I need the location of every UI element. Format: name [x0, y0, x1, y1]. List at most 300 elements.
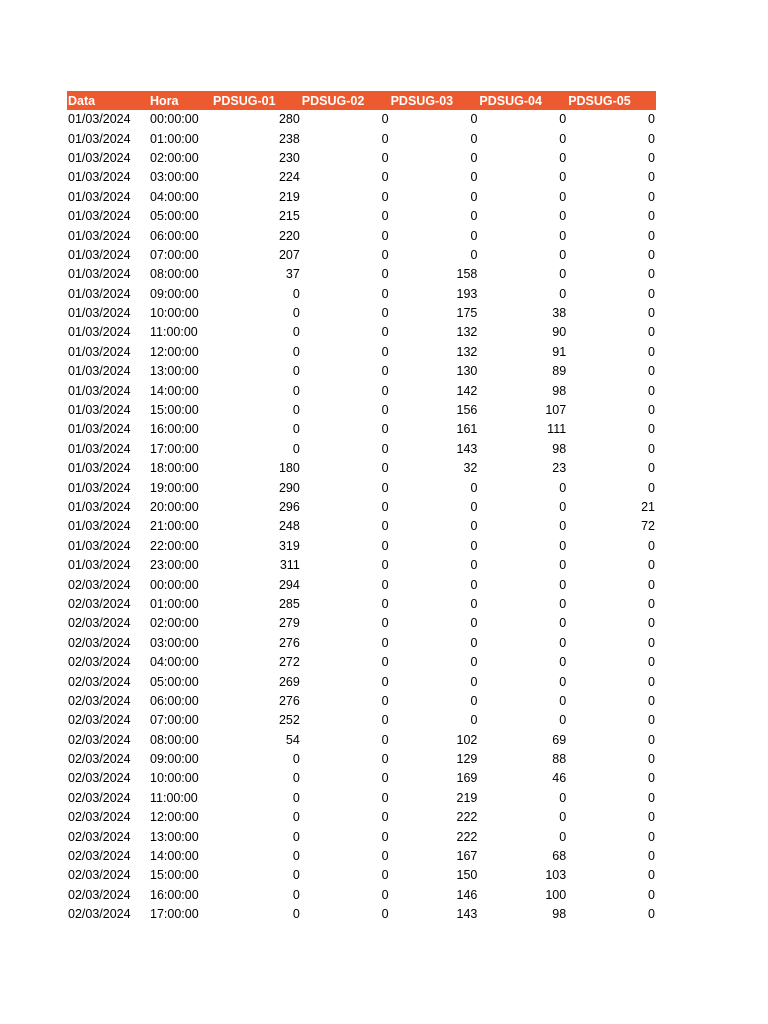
- cell-pdsug-03[interactable]: 0: [470, 189, 478, 204]
- cell-pdsug-04[interactable]: 0: [559, 500, 567, 514]
- cell-data[interactable]: 02/03/2024: [68, 752, 131, 767]
- cell-pdsug-05[interactable]: 0: [648, 577, 655, 592]
- cell-data[interactable]: 01/03/2024: [68, 325, 131, 340]
- cell-pdsug-04[interactable]: 69: [552, 732, 567, 747]
- cell-pdsug-01[interactable]: 220: [278, 228, 300, 243]
- cell-pdsug-05[interactable]: 0: [648, 286, 655, 301]
- cell-pdsug-03[interactable]: 193: [456, 286, 478, 301]
- cell-data[interactable]: 02/03/2024: [68, 849, 131, 864]
- cell-pdsug-01[interactable]: 311: [279, 558, 300, 573]
- cell-pdsug-04[interactable]: 0: [559, 209, 567, 224]
- cell-pdsug-01[interactable]: 290: [278, 480, 300, 495]
- cell-hora[interactable]: 11:00:00: [150, 790, 198, 805]
- cell-data[interactable]: 01/03/2024: [68, 364, 131, 379]
- cell-pdsug-01[interactable]: 280: [278, 112, 300, 127]
- cell-pdsug-01[interactable]: 230: [278, 150, 300, 165]
- cell-data[interactable]: 01/03/2024: [68, 247, 131, 262]
- cell-data[interactable]: 01/03/2024: [68, 519, 131, 534]
- cell-pdsug-02[interactable]: 0: [381, 441, 389, 456]
- cell-pdsug-02[interactable]: 0: [381, 461, 389, 476]
- cell-pdsug-02[interactable]: 0: [381, 674, 389, 689]
- cell-pdsug-05[interactable]: 0: [648, 790, 655, 805]
- cell-hora[interactable]: 16:00:00: [150, 887, 199, 902]
- cell-hora[interactable]: 17:00:00: [150, 441, 199, 456]
- cell-data[interactable]: 01/03/2024: [68, 461, 131, 476]
- cell-hora[interactable]: 08:00:00: [150, 267, 199, 282]
- cell-pdsug-03[interactable]: 0: [470, 616, 478, 631]
- cell-pdsug-05[interactable]: 0: [648, 325, 655, 340]
- cell-pdsug-04[interactable]: 0: [559, 655, 567, 670]
- cell-pdsug-01[interactable]: 0: [292, 829, 300, 844]
- cell-pdsug-03[interactable]: 156: [456, 403, 478, 418]
- cell-pdsug-03[interactable]: 130: [456, 364, 478, 379]
- cell-pdsug-05[interactable]: 0: [648, 538, 655, 553]
- cell-pdsug-02[interactable]: 0: [381, 500, 389, 514]
- cell-pdsug-02[interactable]: 0: [381, 189, 389, 204]
- cell-hora[interactable]: 06:00:00: [150, 228, 199, 243]
- cell-pdsug-02[interactable]: 0: [381, 849, 389, 864]
- cell-data[interactable]: 01/03/2024: [68, 112, 131, 127]
- cell-hora[interactable]: 16:00:00: [150, 422, 199, 437]
- cell-pdsug-03[interactable]: 0: [470, 480, 478, 495]
- cell-data[interactable]: 01/03/2024: [68, 480, 131, 495]
- cell-pdsug-01[interactable]: 0: [292, 364, 300, 379]
- cell-hora[interactable]: 01:00:00: [150, 596, 199, 611]
- cell-data[interactable]: 01/03/2024: [68, 558, 131, 573]
- header-pdsug-03[interactable]: PDSUG-03: [390, 91, 479, 110]
- cell-pdsug-04[interactable]: 98: [552, 907, 567, 922]
- cell-pdsug-01[interactable]: 0: [292, 403, 300, 418]
- cell-pdsug-03[interactable]: 219: [456, 790, 478, 805]
- cell-pdsug-05[interactable]: 0: [648, 403, 655, 418]
- cell-pdsug-02[interactable]: 0: [381, 577, 389, 592]
- cell-data[interactable]: 02/03/2024: [68, 674, 131, 689]
- cell-pdsug-03[interactable]: 0: [470, 519, 478, 534]
- cell-pdsug-04[interactable]: 0: [559, 519, 567, 534]
- cell-pdsug-04[interactable]: 89: [552, 364, 567, 379]
- cell-pdsug-03[interactable]: 0: [470, 693, 478, 708]
- cell-hora[interactable]: 10:00:00: [150, 771, 199, 786]
- cell-pdsug-04[interactable]: 0: [559, 267, 567, 282]
- cell-pdsug-02[interactable]: 0: [381, 267, 389, 282]
- cell-pdsug-05[interactable]: 72: [641, 519, 655, 534]
- cell-hora[interactable]: 10:00:00: [150, 306, 199, 321]
- cell-hora[interactable]: 21:00:00: [150, 519, 199, 534]
- cell-pdsug-02[interactable]: 0: [381, 907, 389, 922]
- cell-pdsug-05[interactable]: 0: [648, 228, 655, 243]
- cell-hora[interactable]: 14:00:00: [150, 383, 199, 398]
- cell-pdsug-04[interactable]: 0: [559, 538, 567, 553]
- cell-data[interactable]: 02/03/2024: [68, 868, 131, 883]
- cell-pdsug-02[interactable]: 0: [381, 771, 389, 786]
- cell-hora[interactable]: 02:00:00: [150, 150, 199, 165]
- cell-hora[interactable]: 05:00:00: [150, 674, 199, 689]
- cell-data[interactable]: 02/03/2024: [68, 790, 131, 805]
- cell-pdsug-02[interactable]: 0: [381, 616, 389, 631]
- cell-hora[interactable]: 03:00:00: [150, 170, 199, 185]
- cell-hora[interactable]: 03:00:00: [150, 635, 199, 650]
- cell-pdsug-05[interactable]: 0: [648, 713, 655, 728]
- cell-pdsug-04[interactable]: 0: [559, 150, 567, 165]
- cell-pdsug-01[interactable]: 252: [278, 713, 300, 728]
- cell-pdsug-04[interactable]: 0: [559, 170, 567, 185]
- cell-data[interactable]: 01/03/2024: [68, 441, 131, 456]
- cell-pdsug-05[interactable]: 21: [641, 500, 655, 514]
- cell-pdsug-03[interactable]: 129: [456, 752, 478, 767]
- cell-pdsug-03[interactable]: 132: [456, 325, 478, 340]
- cell-data[interactable]: 01/03/2024: [68, 228, 131, 243]
- cell-pdsug-01[interactable]: 272: [278, 655, 300, 670]
- cell-pdsug-05[interactable]: 0: [648, 480, 655, 495]
- cell-hora[interactable]: 09:00:00: [150, 752, 199, 767]
- cell-hora[interactable]: 15:00:00: [150, 868, 199, 883]
- cell-pdsug-02[interactable]: 0: [381, 519, 389, 534]
- cell-pdsug-05[interactable]: 0: [648, 364, 655, 379]
- cell-pdsug-03[interactable]: 0: [470, 209, 478, 224]
- cell-pdsug-04[interactable]: 0: [559, 480, 567, 495]
- cell-pdsug-04[interactable]: 0: [559, 616, 567, 631]
- cell-data[interactable]: 02/03/2024: [68, 635, 131, 650]
- cell-hora[interactable]: 00:00:00: [150, 577, 199, 592]
- cell-pdsug-04[interactable]: 0: [559, 635, 567, 650]
- cell-data[interactable]: 02/03/2024: [68, 596, 131, 611]
- cell-hora[interactable]: 15:00:00: [150, 403, 199, 418]
- cell-pdsug-05[interactable]: 0: [648, 189, 655, 204]
- cell-pdsug-03[interactable]: 142: [456, 383, 478, 398]
- cell-pdsug-02[interactable]: 0: [381, 209, 389, 224]
- cell-pdsug-04[interactable]: 0: [559, 693, 567, 708]
- cell-data[interactable]: 02/03/2024: [68, 577, 131, 592]
- cell-pdsug-04[interactable]: 68: [552, 849, 567, 864]
- cell-pdsug-01[interactable]: 0: [292, 306, 300, 321]
- cell-pdsug-03[interactable]: 222: [456, 810, 478, 825]
- cell-pdsug-02[interactable]: 0: [381, 286, 389, 301]
- cell-hora[interactable]: 17:00:00: [150, 907, 199, 922]
- cell-pdsug-01[interactable]: 285: [278, 596, 300, 611]
- cell-pdsug-03[interactable]: 222: [456, 829, 478, 844]
- cell-pdsug-03[interactable]: 0: [470, 228, 478, 243]
- cell-data[interactable]: 02/03/2024: [68, 693, 131, 708]
- cell-data[interactable]: 02/03/2024: [68, 616, 131, 631]
- cell-pdsug-02[interactable]: 0: [381, 480, 389, 495]
- cell-data[interactable]: 02/03/2024: [68, 887, 131, 902]
- cell-hora[interactable]: 18:00:00: [150, 461, 199, 476]
- cell-data[interactable]: 01/03/2024: [68, 538, 131, 553]
- cell-pdsug-05[interactable]: 0: [648, 383, 655, 398]
- cell-pdsug-01[interactable]: 219: [278, 189, 300, 204]
- cell-pdsug-03[interactable]: 0: [470, 500, 478, 514]
- cell-pdsug-02[interactable]: 0: [381, 403, 389, 418]
- cell-pdsug-03[interactable]: 0: [470, 112, 478, 127]
- cell-pdsug-04[interactable]: 0: [559, 247, 567, 262]
- cell-pdsug-02[interactable]: 0: [381, 325, 389, 340]
- cell-data[interactable]: 02/03/2024: [68, 732, 131, 747]
- cell-data[interactable]: 01/03/2024: [68, 267, 131, 282]
- cell-pdsug-04[interactable]: 0: [559, 790, 567, 805]
- cell-pdsug-02[interactable]: 0: [381, 868, 389, 883]
- header-pdsug-04[interactable]: PDSUG-04: [478, 91, 567, 110]
- cell-pdsug-05[interactable]: 0: [648, 907, 655, 922]
- cell-pdsug-03[interactable]: 132: [456, 344, 478, 359]
- cell-pdsug-01[interactable]: 276: [278, 635, 300, 650]
- cell-pdsug-03[interactable]: 0: [470, 635, 478, 650]
- cell-pdsug-05[interactable]: 0: [648, 461, 655, 476]
- cell-pdsug-05[interactable]: 0: [648, 131, 655, 146]
- cell-pdsug-04[interactable]: 111: [547, 422, 567, 437]
- cell-hora[interactable]: 20:00:00: [150, 500, 199, 514]
- cell-pdsug-05[interactable]: 0: [648, 752, 655, 767]
- cell-data[interactable]: 01/03/2024: [68, 344, 131, 359]
- cell-data[interactable]: 01/03/2024: [68, 189, 131, 204]
- cell-data[interactable]: 01/03/2024: [68, 422, 131, 437]
- cell-pdsug-04[interactable]: 91: [552, 344, 567, 359]
- cell-hora[interactable]: 04:00:00: [150, 655, 199, 670]
- cell-pdsug-01[interactable]: 279: [278, 616, 300, 631]
- cell-pdsug-02[interactable]: 0: [381, 150, 389, 165]
- cell-pdsug-01[interactable]: 215: [278, 209, 300, 224]
- cell-pdsug-01[interactable]: 0: [292, 325, 300, 340]
- cell-pdsug-01[interactable]: 0: [292, 771, 300, 786]
- cell-pdsug-01[interactable]: 37: [285, 267, 300, 282]
- cell-data[interactable]: 02/03/2024: [68, 829, 131, 844]
- cell-pdsug-02[interactable]: 0: [381, 635, 389, 650]
- cell-hora[interactable]: 23:00:00: [150, 558, 199, 573]
- cell-pdsug-04[interactable]: 88: [552, 752, 567, 767]
- cell-pdsug-02[interactable]: 0: [381, 655, 389, 670]
- cell-pdsug-02[interactable]: 0: [381, 228, 389, 243]
- cell-pdsug-04[interactable]: 100: [545, 887, 567, 902]
- cell-pdsug-05[interactable]: 0: [648, 306, 655, 321]
- cell-pdsug-02[interactable]: 0: [381, 732, 389, 747]
- cell-pdsug-02[interactable]: 0: [381, 344, 389, 359]
- cell-data[interactable]: 01/03/2024: [68, 209, 131, 224]
- cell-data[interactable]: 02/03/2024: [68, 655, 131, 670]
- cell-pdsug-01[interactable]: 269: [278, 674, 300, 689]
- cell-pdsug-01[interactable]: 0: [292, 868, 300, 883]
- cell-pdsug-02[interactable]: 0: [381, 170, 389, 185]
- cell-pdsug-02[interactable]: 0: [381, 558, 389, 573]
- cell-pdsug-05[interactable]: 0: [648, 810, 655, 825]
- cell-pdsug-04[interactable]: 0: [559, 286, 567, 301]
- cell-pdsug-03[interactable]: 0: [470, 674, 478, 689]
- cell-data[interactable]: 01/03/2024: [68, 150, 131, 165]
- cell-hora[interactable]: 07:00:00: [150, 247, 199, 262]
- cell-pdsug-05[interactable]: 0: [648, 596, 655, 611]
- cell-pdsug-02[interactable]: 0: [381, 829, 389, 844]
- cell-pdsug-01[interactable]: 54: [285, 732, 300, 747]
- cell-pdsug-05[interactable]: 0: [648, 112, 655, 127]
- cell-pdsug-05[interactable]: 0: [648, 887, 655, 902]
- cell-data[interactable]: 01/03/2024: [68, 383, 131, 398]
- cell-pdsug-02[interactable]: 0: [381, 713, 389, 728]
- cell-hora[interactable]: 09:00:00: [150, 286, 199, 301]
- cell-hora[interactable]: 02:00:00: [150, 616, 199, 631]
- cell-pdsug-02[interactable]: 0: [381, 887, 389, 902]
- cell-hora[interactable]: 05:00:00: [150, 209, 199, 224]
- cell-pdsug-05[interactable]: 0: [648, 150, 655, 165]
- cell-pdsug-04[interactable]: 0: [559, 596, 567, 611]
- cell-pdsug-03[interactable]: 0: [470, 655, 478, 670]
- cell-pdsug-01[interactable]: 0: [292, 752, 300, 767]
- cell-hora[interactable]: 11:00:00: [150, 325, 198, 340]
- cell-pdsug-01[interactable]: 0: [292, 286, 300, 301]
- cell-pdsug-05[interactable]: 0: [648, 829, 655, 844]
- cell-pdsug-01[interactable]: 0: [292, 422, 300, 437]
- cell-pdsug-01[interactable]: 0: [292, 790, 300, 805]
- cell-hora[interactable]: 00:00:00: [150, 112, 199, 127]
- cell-pdsug-05[interactable]: 0: [648, 616, 655, 631]
- cell-pdsug-01[interactable]: 0: [292, 810, 300, 825]
- cell-pdsug-02[interactable]: 0: [381, 422, 389, 437]
- cell-pdsug-03[interactable]: 32: [463, 461, 478, 476]
- cell-pdsug-05[interactable]: 0: [648, 558, 655, 573]
- cell-data[interactable]: 02/03/2024: [68, 771, 131, 786]
- cell-pdsug-03[interactable]: 143: [456, 907, 478, 922]
- cell-pdsug-01[interactable]: 238: [278, 131, 300, 146]
- cell-pdsug-02[interactable]: 0: [381, 131, 389, 146]
- cell-data[interactable]: 02/03/2024: [68, 713, 131, 728]
- cell-pdsug-01[interactable]: 296: [278, 500, 300, 514]
- cell-pdsug-02[interactable]: 0: [381, 306, 389, 321]
- cell-pdsug-04[interactable]: 38: [552, 306, 567, 321]
- cell-pdsug-05[interactable]: 0: [648, 267, 655, 282]
- header-pdsug-02[interactable]: PDSUG-02: [301, 91, 390, 110]
- cell-pdsug-04[interactable]: 0: [559, 829, 567, 844]
- cell-pdsug-01[interactable]: 0: [292, 887, 300, 902]
- cell-pdsug-04[interactable]: 0: [559, 228, 567, 243]
- cell-pdsug-05[interactable]: 0: [648, 441, 655, 456]
- cell-data[interactable]: 01/03/2024: [68, 286, 131, 301]
- cell-pdsug-05[interactable]: 0: [648, 732, 655, 747]
- cell-pdsug-04[interactable]: 0: [559, 577, 567, 592]
- header-hora[interactable]: Hora: [149, 91, 212, 110]
- cell-pdsug-01[interactable]: 0: [292, 344, 300, 359]
- cell-pdsug-04[interactable]: 0: [559, 810, 567, 825]
- cell-pdsug-03[interactable]: 0: [470, 170, 478, 185]
- cell-hora[interactable]: 12:00:00: [150, 344, 199, 359]
- cell-hora[interactable]: 14:00:00: [150, 849, 199, 864]
- cell-pdsug-04[interactable]: 0: [559, 112, 567, 127]
- cell-pdsug-03[interactable]: 0: [470, 150, 478, 165]
- cell-pdsug-03[interactable]: 0: [470, 558, 478, 573]
- cell-pdsug-01[interactable]: 276: [278, 693, 300, 708]
- cell-pdsug-03[interactable]: 0: [470, 538, 478, 553]
- cell-pdsug-03[interactable]: 0: [470, 131, 478, 146]
- cell-data[interactable]: 02/03/2024: [68, 907, 131, 922]
- cell-pdsug-03[interactable]: 102: [456, 732, 478, 747]
- cell-pdsug-02[interactable]: 0: [381, 112, 389, 127]
- cell-pdsug-04[interactable]: 0: [559, 713, 567, 728]
- cell-pdsug-05[interactable]: 0: [648, 635, 655, 650]
- cell-pdsug-05[interactable]: 0: [648, 422, 655, 437]
- cell-pdsug-02[interactable]: 0: [381, 790, 389, 805]
- cell-data[interactable]: 01/03/2024: [68, 306, 131, 321]
- cell-pdsug-05[interactable]: 0: [648, 693, 655, 708]
- cell-pdsug-01[interactable]: 224: [278, 170, 300, 185]
- cell-pdsug-05[interactable]: 0: [648, 655, 655, 670]
- cell-pdsug-04[interactable]: 90: [552, 325, 567, 340]
- cell-pdsug-01[interactable]: 248: [278, 519, 300, 534]
- cell-pdsug-04[interactable]: 103: [545, 868, 567, 883]
- header-pdsug-01[interactable]: PDSUG-01: [212, 91, 301, 110]
- cell-pdsug-04[interactable]: 0: [559, 558, 567, 573]
- header-data[interactable]: Data: [67, 91, 149, 110]
- cell-pdsug-03[interactable]: 158: [456, 267, 478, 282]
- cell-pdsug-01[interactable]: 0: [292, 441, 300, 456]
- cell-data[interactable]: 02/03/2024: [68, 810, 131, 825]
- cell-data[interactable]: 01/03/2024: [68, 131, 131, 146]
- cell-pdsug-03[interactable]: 143: [456, 441, 478, 456]
- cell-hora[interactable]: 13:00:00: [150, 829, 199, 844]
- cell-pdsug-02[interactable]: 0: [381, 538, 389, 553]
- cell-pdsug-05[interactable]: 0: [648, 771, 655, 786]
- cell-pdsug-05[interactable]: 0: [648, 849, 655, 864]
- cell-pdsug-04[interactable]: 107: [545, 403, 567, 418]
- cell-data[interactable]: 01/03/2024: [68, 500, 131, 514]
- cell-pdsug-05[interactable]: 0: [648, 209, 655, 224]
- cell-pdsug-05[interactable]: 0: [648, 868, 655, 883]
- cell-hora[interactable]: 22:00:00: [150, 538, 199, 553]
- cell-hora[interactable]: 01:00:00: [150, 131, 199, 146]
- cell-pdsug-01[interactable]: 207: [278, 247, 300, 262]
- cell-pdsug-03[interactable]: 0: [470, 577, 478, 592]
- cell-pdsug-02[interactable]: 0: [381, 752, 389, 767]
- cell-hora[interactable]: 19:00:00: [150, 480, 199, 495]
- cell-pdsug-01[interactable]: 294: [278, 577, 300, 592]
- cell-pdsug-04[interactable]: 98: [552, 383, 567, 398]
- cell-data[interactable]: 01/03/2024: [68, 170, 131, 185]
- cell-pdsug-03[interactable]: 175: [456, 306, 478, 321]
- cell-pdsug-01[interactable]: 0: [292, 849, 300, 864]
- cell-pdsug-01[interactable]: 0: [292, 907, 300, 922]
- cell-pdsug-04[interactable]: 0: [559, 131, 567, 146]
- cell-pdsug-03[interactable]: 169: [456, 771, 478, 786]
- cell-hora[interactable]: 12:00:00: [150, 810, 199, 825]
- cell-data[interactable]: 01/03/2024: [68, 403, 131, 418]
- cell-pdsug-04[interactable]: 23: [552, 461, 567, 476]
- cell-pdsug-02[interactable]: 0: [381, 810, 389, 825]
- cell-pdsug-05[interactable]: 0: [648, 344, 655, 359]
- cell-hora[interactable]: 07:00:00: [150, 713, 199, 728]
- cell-pdsug-05[interactable]: 0: [648, 170, 655, 185]
- cell-pdsug-03[interactable]: 146: [456, 887, 478, 902]
- cell-hora[interactable]: 06:00:00: [150, 693, 199, 708]
- cell-pdsug-03[interactable]: 161: [456, 422, 478, 437]
- cell-pdsug-05[interactable]: 0: [648, 674, 655, 689]
- cell-pdsug-02[interactable]: 0: [381, 693, 389, 708]
- cell-pdsug-02[interactable]: 0: [381, 247, 389, 262]
- cell-hora[interactable]: 08:00:00: [150, 732, 199, 747]
- cell-pdsug-03[interactable]: 0: [470, 247, 478, 262]
- cell-pdsug-05[interactable]: 0: [648, 247, 655, 262]
- cell-pdsug-04[interactable]: 98: [552, 441, 567, 456]
- cell-pdsug-03[interactable]: 167: [456, 849, 478, 864]
- cell-pdsug-01[interactable]: 0: [292, 383, 300, 398]
- cell-pdsug-03[interactable]: 150: [456, 868, 478, 883]
- cell-hora[interactable]: 04:00:00: [150, 189, 199, 204]
- cell-pdsug-03[interactable]: 0: [470, 713, 478, 728]
- cell-pdsug-04[interactable]: 0: [559, 189, 567, 204]
- cell-pdsug-01[interactable]: 319: [278, 538, 300, 553]
- cell-pdsug-02[interactable]: 0: [381, 596, 389, 611]
- cell-pdsug-04[interactable]: 46: [552, 771, 567, 786]
- cell-pdsug-02[interactable]: 0: [381, 383, 389, 398]
- header-pdsug-05[interactable]: PDSUG-05: [567, 91, 656, 110]
- cell-pdsug-03[interactable]: 0: [470, 596, 478, 611]
- cell-pdsug-02[interactable]: 0: [381, 364, 389, 379]
- cell-pdsug-01[interactable]: 180: [278, 461, 300, 476]
- cell-hora[interactable]: 13:00:00: [150, 364, 199, 379]
